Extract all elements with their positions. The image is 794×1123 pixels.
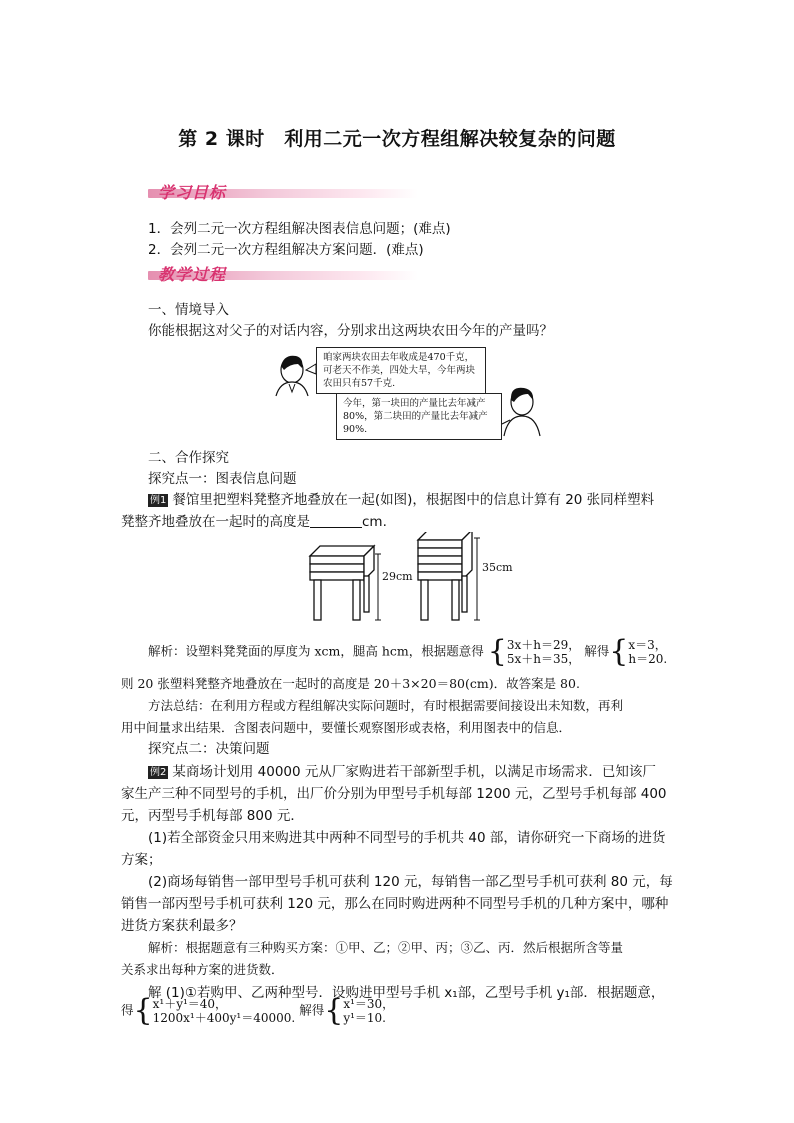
section-heading: 二、合作探究 [148,450,229,466]
answer-blank [310,515,362,528]
father-figure [276,356,308,396]
section-heading: 一、情境导入 [148,302,229,318]
analysis-text: 解析：根据题意有三种购买方案：①甲、乙；②甲、丙；③乙、丙．然后根据所含等量 [148,940,624,955]
example-text: 某商场计划用 40000 元从厂家购进若干部新型手机，以满足市场需求．已知该厂 [172,764,656,780]
son-speech-bubble: 今年，第一块田的产量比去年减产80%，第二块田的产量比去年减产90%. [336,393,502,440]
unit-label: cm. [362,514,387,530]
example-text: 餐馆里把塑料凳整齐地叠放在一起(如图)，根据图中的信息计算有 20 张同样塑料 [172,492,655,508]
section-banner-objectives [148,182,418,204]
banner-label: 学习目标 [158,183,227,202]
subsection-heading: 探究点一：图表信息问题 [148,471,297,487]
example-text: 元，丙型号手机每部 800 元． [121,808,304,824]
question-text: 销售一部丙型号手机可获利 120 元，那么在同时购进两种不同型号手机的几种方案中，哪种 [121,896,669,912]
question-text: (2)商场每销售一部甲型号手机可获利 120 元，每销售一部乙型号手机可获利 80 元，每 [148,874,673,890]
objective-1: 1．会列二元一次方程组解决图表信息问题；(难点) [148,221,451,237]
example-tag: 例2 [150,767,167,778]
solution-text: 则 20 张塑料凳整齐地叠放在一起时的高度是 20＋3×20＝80(cm)．故答案是 80. [121,676,580,691]
father-speech-bubble: 咱家两块农田去年收成是470千克，可老天不作美，四处大旱，今年两块农田只有57千克. [316,347,486,394]
solution-text: 解析：设塑料凳凳面的厚度为 xcm，腿高 hcm，根据题意得 [148,643,484,659]
solution-text: 解 (1)①若购甲、乙两种型号．设购进甲型号手机 x₁部，乙型号手机 y₁部．根据题意， [148,985,665,1001]
objective-2: 2．会列二元一次方程组解决方案问题．(难点) [148,242,424,258]
question-text: (1)若全部资金只用来购进其中两种不同型号的手机共 40 部，请你研究一下商场的进货 [148,830,666,846]
solution-text: 解得 [584,643,610,659]
subsection-heading: 探究点二：决策问题 [148,741,270,757]
equation-solution: x¹＝30， y¹＝10. [343,997,395,1025]
height-label-left: 29cm [382,570,413,583]
question-text: 你能根据这对父子的对话内容，分别求出这两块农田今年的产量吗？ [148,323,553,339]
solution-text: 解得 [299,1002,325,1018]
question-text: 进货方案获利最多？ [121,918,243,934]
son-figure [502,388,540,436]
example-text: 家生产三种不同型号的手机，出厂价分别为甲型号手机每部 1200 元，乙型号手机每部 400 [121,786,667,802]
method-summary: 方法总结：在利用方程或方程组解决实际问题时，有时根据需要间接设出未知数，再利 [148,698,624,713]
method-summary: 用中间量求出结果．含图表问题中，要懂长观察图形或表格，利用图表中的信息． [121,720,572,735]
example-tag: 例1 [150,495,167,506]
question-text: 方案； [121,852,162,868]
height-label-right: 35cm [482,561,513,574]
page-title: 第 2 课时 利用二元一次方程组解决较复杂的问题 [178,128,616,150]
equation-system: 3x＋h＝29， 5x＋h＝35， [506,638,581,666]
section-banner-process [148,264,418,286]
banner-label: 教学过程 [158,265,227,284]
analysis-text: 关系求出每种方案的进货数． [121,962,284,977]
equation-system: x¹＋y¹＝40， 1200x¹＋400y¹＝40000. [152,997,296,1025]
equation-solution: x＝3， h＝20. [628,638,668,666]
example-text: 凳整齐地叠放在一起时的高度是 [121,514,310,530]
solution-text: 得 [121,1002,134,1018]
